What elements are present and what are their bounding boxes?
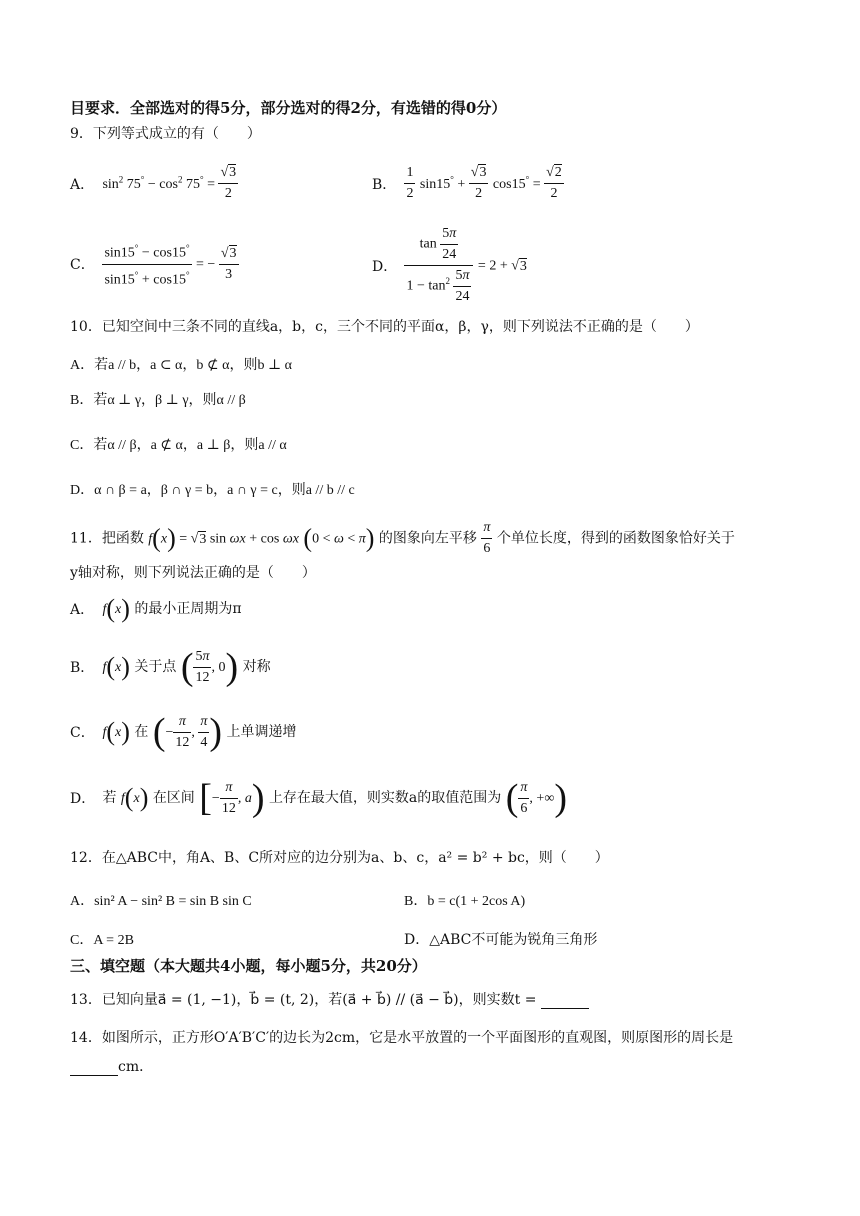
q11-option-b: B． f(x) 关于点 ( $\frac{5\pi}{12}$ , 0) 对称 xyxy=(70,646,271,688)
q12-option-d: D．△ABC不可能为锐角三角形 xyxy=(404,932,598,948)
q11-d-text: 上存在最大值，则实数a的取值范围为 xyxy=(268,790,502,806)
question-13-stem xyxy=(70,989,589,1009)
answer-blank[interactable] xyxy=(541,994,589,1009)
q11-d-pre: 若 xyxy=(102,790,117,806)
section-instructions: 目要求．全部选对的得5分，部分选对的得2分，有选错的得0分） xyxy=(70,99,507,117)
option-label: C． xyxy=(70,257,95,274)
section-3-title: 三、填空题（本大题共4小题，每小题5分，共20分） xyxy=(70,957,427,975)
question-14-stem: 14．如图所示，正方形O′A′B′C′的边长为2cm，它是水平放置的一个平面图形的直观图，则原图形的周长是 xyxy=(70,1030,734,1046)
q12-option-c: C．A = 2B xyxy=(70,933,134,948)
option-label: B． xyxy=(372,176,397,193)
question-11-stem-line2: y轴对称，则下列说法正确的是（ ） xyxy=(70,565,316,581)
q11-d-mid: 在区间 xyxy=(152,790,195,806)
q11-option-d: D． 若 f(x) 在区间 [− $\frac{\pi}{12}$ , a) 上存在最大值，则实数a的取值范围为 ( $\frac{\pi}{6}$ , +∞) xyxy=(70,777,567,819)
q11-stem-mid: 的图象向左平移 xyxy=(378,530,477,547)
q13-stem-text: 13．已知向量a⃗ = (1, −1)，b⃗ = (t, 2)，若(a⃗ + b⃗) // (a⃗ − b⃗)，则实数t = xyxy=(70,992,537,1008)
q11-a-text: 的最小正周期为π xyxy=(134,601,242,617)
question-12-stem: 12．在△ABC中，角A、B、C所对应的边分别为a、b、c，a² = b² + bc，则（ ） xyxy=(70,850,609,866)
q11-stem-pre: 11．把函数 xyxy=(70,530,144,547)
q11-option-a: A． f(x) 的最小正周期为π xyxy=(70,594,242,623)
q11-c-tail: 上单调递增 xyxy=(226,724,297,740)
q11-c-text: 在 xyxy=(134,724,149,740)
option-label: D． xyxy=(372,258,398,275)
question-10-stem: 10．已知空间中三条不同的直线a，b，c，三个不同的平面α，β，γ，则下列说法不正确的是（ ） xyxy=(70,319,699,335)
q10-option-b: B．若α ⊥ γ，β ⊥ γ，则α // β xyxy=(70,393,246,408)
q14-tail: cm． xyxy=(118,1059,154,1075)
q11-stem-post: 个单位长度，得到的函数图象恰好关于 xyxy=(496,530,735,547)
question-11-stem: 11．把函数 f(x) = √3 sin ωx + cos ωx (0 < ω < π) 的图象向左平移 $\frac{\pi}{6}$ 个单位长度，得到的函数图象恰好关于 xyxy=(70,520,735,556)
q11-option-c: C． f(x) 在 (− $\frac{\pi}{12}$ , $\frac{\pi}{4}$ ) 上单调递增 xyxy=(70,711,297,753)
q10-option-c: C．若α // β，a ⊄ α，a ⊥ β，则a // α xyxy=(70,438,287,453)
q10-option-d: D．α ∩ β = a，β ∩ γ = b，a ∩ γ = c，则a // b // c xyxy=(70,483,355,498)
q9-option-d: D． tan $\frac{5\pi}{24}$ $1 - \tan^2$ $\frac{5\pi}{24}$ = 2 + √3 xyxy=(372,226,527,304)
q10-option-a: A．若a // b，a ⊂ α，b ⊄ α，则b ⊥ α xyxy=(70,358,292,373)
question-14-line2 xyxy=(70,1056,153,1076)
option-label: A． xyxy=(70,176,95,193)
q11-b-text: 关于点 xyxy=(134,659,177,675)
q9-option-a: A． $\sin^2 75^\circ - \cos^2 75^\circ$ = $\frac{√3}{2}$ xyxy=(70,165,237,201)
q11-b-tail: 对称 xyxy=(242,659,271,675)
answer-blank[interactable] xyxy=(70,1061,118,1076)
q12-option-a: A．sin² A − sin² B = sin B sin C xyxy=(70,894,252,909)
q9-option-b: B． $\frac{1}{2}$ sin15° + $\frac{√3}{2}$ cos15° = $\frac{√2}{2}$ xyxy=(372,165,562,201)
q12-option-b: B．b = c(1 + 2cos A) xyxy=(404,894,526,909)
q9-option-c: C． $\frac{\sin 15^\circ - \cos 15^\circ}{\sin 15^\circ + \cos 15^\circ}$ = − $\frac{√3}{3}$ xyxy=(70,238,239,290)
question-9-stem: 9．下列等式成立的有（ ） xyxy=(70,126,261,142)
